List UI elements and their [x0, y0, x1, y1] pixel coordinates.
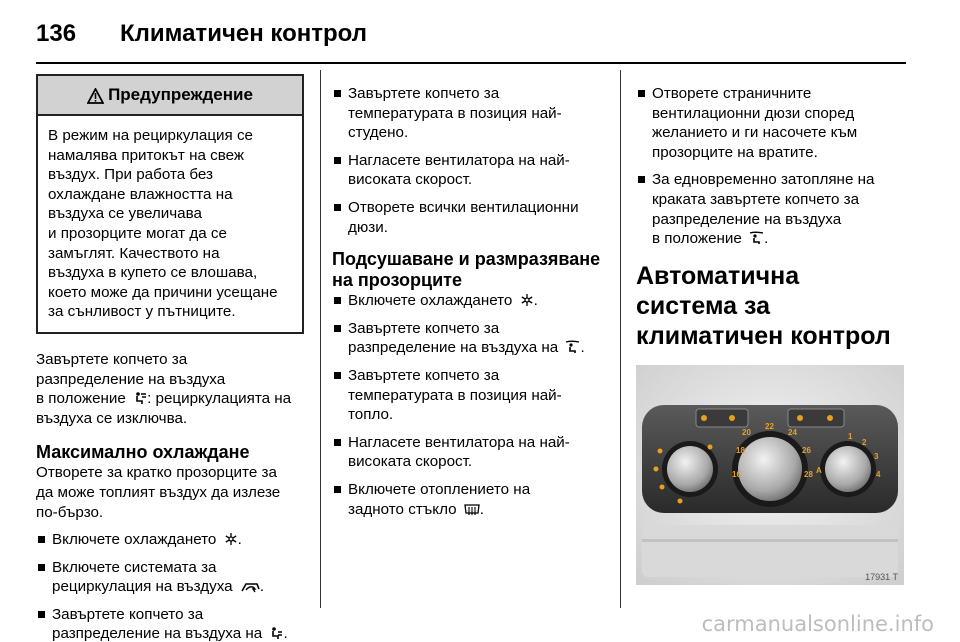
- text-line: Завъртете копчето за: [52, 605, 204, 623]
- warning-line: замъглят. Качеството на: [48, 244, 220, 262]
- figure-code: 17931 T: [865, 571, 898, 582]
- fan-label: 2: [862, 437, 867, 447]
- warning-triangle-icon: [87, 88, 104, 104]
- header-rule: [36, 62, 906, 64]
- temp-label: 26: [802, 445, 811, 455]
- text-line: Включете системата за: [52, 558, 217, 576]
- max-cooling-heading: Максимално охлаждане: [36, 442, 250, 463]
- warning-box: [36, 74, 304, 334]
- text-line: Завъртете копчето за: [36, 350, 188, 368]
- air-distribution-icon: [133, 391, 147, 405]
- warning-line: за сънливост у пътниците.: [48, 303, 236, 321]
- list-item: [332, 366, 612, 425]
- column-divider: [320, 70, 321, 608]
- list-item: За едновременно затопляне на краката завъртете копчето за разпределение на въздуха в положение .: [636, 170, 904, 248]
- text-line: Включете охлаждането: [348, 292, 513, 310]
- recirculation-off-paragraph: [36, 350, 304, 428]
- text-line: температурата в позиция най-: [348, 386, 562, 404]
- air-distribution-icon: [269, 626, 283, 640]
- warning-line: намалява притокът на свеж: [48, 146, 245, 164]
- text-line: разпределение на въздуха на: [52, 625, 263, 642]
- text-line: студено.: [348, 124, 409, 142]
- temp-label: 16: [732, 469, 741, 479]
- list-item: [332, 84, 612, 143]
- text-line: Завъртете копчето за: [348, 366, 500, 384]
- warning-line: въздуха в купето се влошава,: [48, 264, 258, 282]
- max-cooling-list: [36, 530, 304, 642]
- list-item: [332, 151, 612, 190]
- warning-line: въздуха се увеличава: [48, 205, 202, 223]
- defrost-distribution-icon: [565, 340, 580, 354]
- text-line: разпределение на въздуха на: [348, 339, 559, 357]
- text-line: високата скорост.: [348, 171, 473, 189]
- column-1: [36, 74, 304, 642]
- temp-label: 24: [788, 427, 797, 437]
- defog-list: [332, 291, 612, 519]
- text-line: Завъртете копчето за: [348, 85, 500, 102]
- text-line: въздуха се изключва.: [36, 409, 188, 427]
- warning-body: [38, 116, 302, 332]
- text-line: желанието и ги насочете към: [652, 124, 858, 142]
- text-line: : рециркулацията на: [147, 390, 292, 408]
- text-line: краката завъртете копчето за: [652, 190, 860, 208]
- page-header: [36, 14, 906, 64]
- fan-label: 1: [848, 431, 853, 441]
- text-line: Нагласете вентилатора на най-: [348, 151, 570, 169]
- climate-panel-illustration: [636, 365, 904, 585]
- list-item: Включете охлаждането .: [36, 530, 304, 550]
- warning-line: В режим на рециркулация се: [48, 127, 254, 144]
- list-item: [636, 84, 904, 162]
- page-number: 136: [36, 20, 77, 47]
- temp-label: 18: [736, 445, 745, 455]
- text-line: Отворете за кратко прозорците за: [36, 464, 277, 482]
- text-line: в положение: [36, 390, 126, 408]
- text-line: на прозорците: [332, 270, 462, 291]
- warning-header: [38, 76, 302, 116]
- warning-title: Предупреждение: [108, 85, 253, 104]
- text-line: дюзи.: [348, 218, 388, 236]
- snowflake-icon: [520, 293, 534, 307]
- text-line: разпределение на въздуха: [652, 210, 842, 228]
- text-line: Нагласете вентилатора на най-: [348, 433, 570, 451]
- text-line: топло.: [348, 406, 394, 424]
- list-item: [332, 433, 612, 472]
- text-line: климатичен контрол: [636, 321, 891, 350]
- text-line: разпределение на въздуха: [36, 370, 226, 388]
- text-line: Включете охлаждането: [52, 531, 217, 549]
- cooling-steps-list: [332, 84, 612, 237]
- rear-window-heat-icon: [464, 502, 480, 516]
- column-2: [332, 84, 612, 527]
- warning-line: въздух. При работа без: [48, 166, 213, 184]
- text-line: За едновременно затопляне на: [652, 171, 875, 189]
- text-line: Завъртете копчето за: [348, 319, 500, 337]
- temp-label: 20: [742, 427, 751, 437]
- snowflake-icon: [224, 532, 238, 546]
- column-divider: [620, 70, 621, 608]
- text-line: рециркулация на въздуха: [52, 578, 233, 596]
- text-line: по-бързо.: [36, 503, 104, 521]
- list-item: Включете отоплението на задното стъкло .: [332, 480, 612, 519]
- list-item: Включете охлаждането .: [332, 291, 612, 311]
- warning-line: което може да причини усещане: [48, 283, 278, 301]
- list-item: Завъртете копчето за разпределение на въздуха на .: [332, 319, 612, 358]
- auto-climate-heading: [636, 261, 904, 351]
- text-line: Включете отоплението на: [348, 480, 531, 498]
- text-line: задното стъкло: [348, 500, 457, 518]
- max-cooling-intro: [36, 463, 304, 522]
- text-line: в положение: [652, 230, 742, 248]
- text-line: температурата в позиция най-: [348, 104, 562, 122]
- column-3: [636, 84, 904, 585]
- fan-label: A: [816, 465, 822, 475]
- recirculation-icon: [240, 581, 260, 593]
- list-item: Включете системата за рециркулация на въздуха .: [36, 558, 304, 597]
- warning-line: охлаждане влажността на: [48, 185, 233, 203]
- text-line: Отворете страничните: [652, 85, 812, 102]
- temp-label: 28: [804, 469, 813, 479]
- warning-line: и прозорците могат да се: [48, 224, 227, 242]
- text-line: Подсушаване и размразяване: [332, 249, 601, 270]
- text-line: Отворете всички вентилационни: [348, 198, 579, 216]
- text-line: да може топлият въздух да излезе: [36, 483, 281, 501]
- temp-label: 22: [765, 421, 774, 431]
- side-vents-list: [636, 84, 904, 249]
- text-line: прозорците на вратите.: [652, 143, 818, 161]
- climate-panel-photo: [636, 365, 904, 585]
- list-item: [332, 198, 612, 237]
- fan-label: 4: [876, 469, 881, 479]
- text-line: Автоматична система за: [636, 261, 800, 320]
- text-line: вентилационни дюзи според: [652, 104, 855, 122]
- fan-label: 3: [874, 451, 879, 461]
- defog-heading: [332, 249, 612, 291]
- list-item: Завъртете копчето за разпределение на въздуха на .: [36, 605, 304, 642]
- text-line: високата скорост.: [348, 453, 473, 471]
- page-title: Климатичен контрол: [120, 20, 367, 47]
- watermark: carmanualsonline.info: [701, 612, 934, 636]
- feet-windscreen-icon: [749, 231, 764, 245]
